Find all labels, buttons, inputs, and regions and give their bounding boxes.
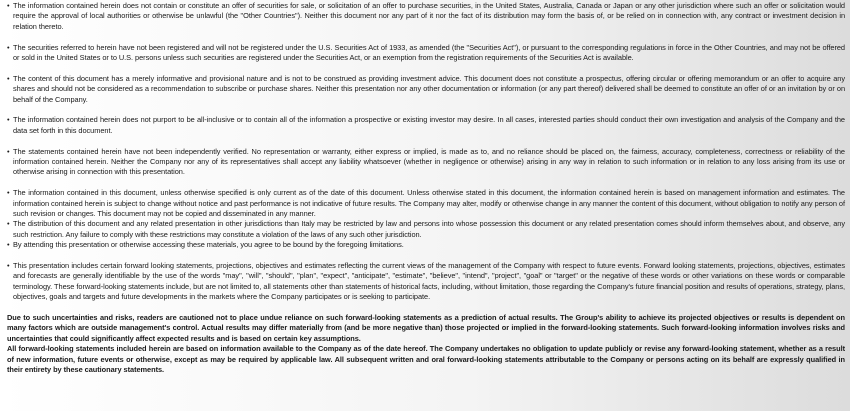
bullet-marker: • [7, 261, 10, 271]
bullet-marker: • [7, 115, 10, 125]
paragraph-text: The securities referred to herein have not been registered and will not be registered under the U.S. Securities Act of 1933, as amended (the "Securities Act"), or pursuant to the corresponding regulations in force in the Other Countries, and may not be offered or sold in the United States or to U.S. persons unless such securities are registered under the Securities Act, or an exemption from the registration requirements of the Securities Act is available. [13, 42, 845, 63]
paragraph-text: The information contained herein does not contain or constitute an offer of securities for sale, or solicitation of an offer to purchase securities, in the United States, Australia, Canada or Japan or any other jurisdiction where such an offer or solicitation would require the approval of local authorities or otherwise be unlawful (the "Other Countries"). Neither this document nor any part of it nor the fact of its distribution may form the basis of, or be relied on in connection with, any contract or investment decision in relation thereto. [13, 1, 845, 31]
cautionary-statement-uncertainties: Due to such uncertainties and risks, readers are cautioned not to place undue reliance on such forward-looking statements as a prediction of actual results. The Group's ability to achieve its projected objectives or results is dependent on many factors which are outside management's control. Actual results may differ materially from (and be more negative than) those projected or implied in the forward-looking statements. Such forward-looking information involves risks and uncertainties that could significantly affect expected results and is based on certain key assumptions. [7, 313, 845, 343]
disclaimer-document [7, 1, 845, 376]
disclaimer-paragraph-offer [7, 1, 845, 32]
bullet-marker: • [7, 1, 10, 10]
disclaimer-paragraph-current-information [7, 188, 845, 219]
cautionary-statement-no-update: All forward-looking statements included herein are based on information available to the Company as of the date hereof. The Company undertakes no obligation to update publicly or revise any forward-looking statement, whether as a result of new information, future events or otherwise, except as may be required by applicable law. All subsequent written and oral forward-looking statements attributable to the Company or persons acting on its behalf are expressly qualified in their entirety by these cautionary statements. [7, 344, 845, 375]
paragraph-text: The statements contained herein have not been independently verified. No representation or warranty, either express or implied, is made as to, and no reliance should be placed on, the fairness, accuracy, completeness, correctness or reliability of the information contained herein. Neither the Company nor any of its representatives shall accept any liability whatsoever (whether in negligence or otherwise) arising in any way in relation to such information or in relation to any loss arising from its use or otherwise arising in connection with this presentation. [13, 146, 845, 177]
disclaimer-paragraph-informative-nature [7, 74, 845, 105]
disclaimer-paragraph-distribution [7, 219, 845, 240]
bullet-marker: • [7, 188, 10, 198]
paragraph-text: The distribution of this document and any related presentation in other jurisdictions than Italy may be restricted by law and persons into whose possession this document or any related presentation comes should inform themselves about, and observe, any such restriction. Any failure to comply with these restrictions may constitute a violation of the laws of any such other jurisdiction. [13, 219, 845, 239]
bullet-marker: • [7, 42, 10, 52]
bullet-marker: • [7, 219, 10, 229]
bullet-marker: • [7, 240, 10, 250]
bullet-marker: • [7, 73, 10, 83]
disclaimer-paragraph-securities-act [7, 43, 845, 64]
paragraph-text: The information contained in this document, unless otherwise specified is only current as of the date of this document. Unless otherwise stated in this document, the information contained herein is based on management information and estimates. The information contained herein is subject to change without notice and past performance is not indicative of future results. The Company may alter, modify or otherwise change in any manner the content of this document, without obligation to notify any person of such revision or changes. This document may not be copied and disseminated in any manner. [13, 188, 845, 219]
paragraph-text: The content of this document has a merely informative and provisional nature and is not to be construed as providing investment advice. This document does not constitute a prospectus, offering circular or offering memorandum or an offer to acquire any shares and should not be considered as a recommendation to subscribe or purchase shares. Neither this presentation nor any other documentation or information (or any part thereof) delivered shall be deemed to constitute an offer of or an invitation by or on behalf of the Company. [13, 73, 845, 104]
disclaimer-paragraph-agreement [7, 240, 845, 250]
disclaimer-paragraph-forward-looking [7, 261, 845, 303]
bullet-marker: • [7, 146, 10, 156]
disclaimer-paragraph-not-verified [7, 147, 845, 178]
paragraph-text: The information contained herein does not purport to be all-inclusive or to contain all of the information a prospective or existing investor may desire. In all cases, interested parties should conduct their own investigation and analysis of the Company and the data set forth in this document. [13, 115, 845, 135]
disclaimer-paragraph-not-all-inclusive [7, 115, 845, 136]
paragraph-text: This presentation includes certain forward looking statements, projections, objectives and estimates reflecting the current views of the management of the Company with respect to future events. Forward looking statements, projections, objectives, estimates and forecasts are generally identifiable by the use of the words "may", "will", "should", "plan", "expect", "anticipate", "estimate", "believe", "intend", "project", "goal" or "target" or the negative of these words or other variations on these words or comparable terminology. These forward-looking statements include, but are not limited to, all statements other than statements of historical facts, including, without limitation, those regarding the Company's future financial position and results of operations, strategy, plans, objectives, goals and targets and future developments in the markets where the Company participates or is seeking to participate. [13, 261, 845, 302]
paragraph-text: By attending this presentation or otherwise accessing these materials, you agree to be bound by the foregoing limitations. [13, 240, 404, 250]
